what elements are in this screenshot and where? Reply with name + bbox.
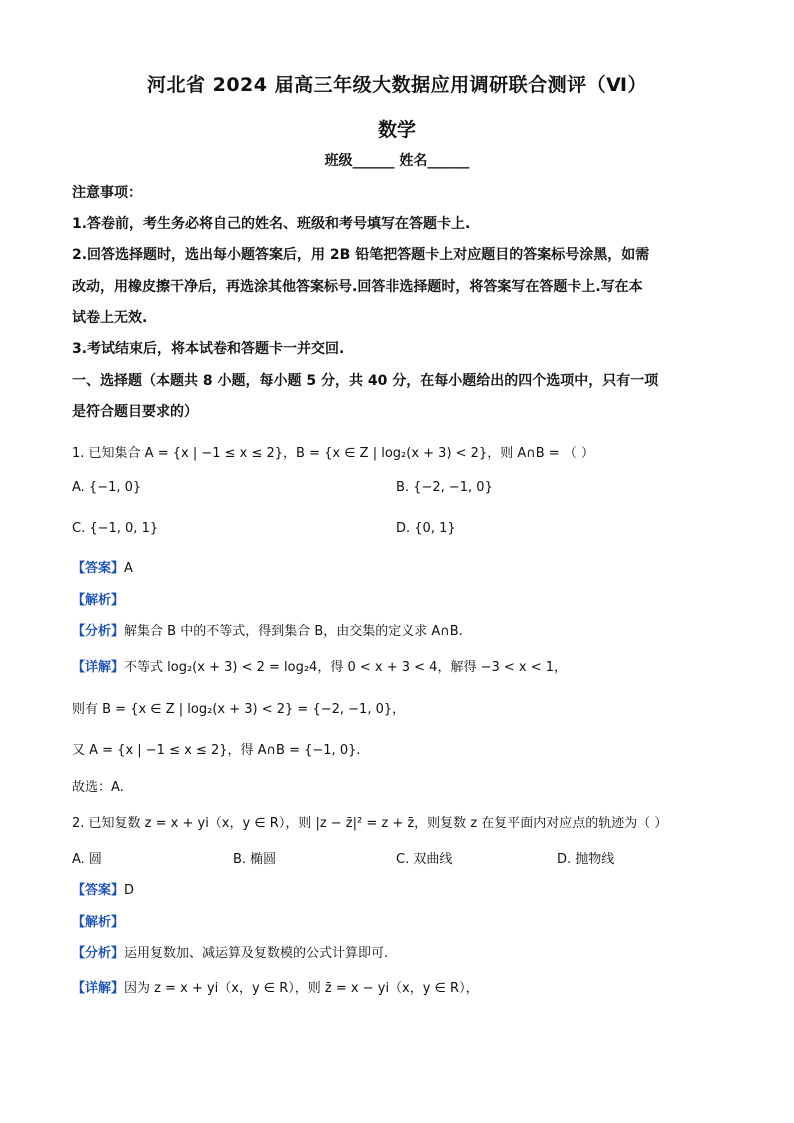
q1-xiangjie-tag: 【详解】 xyxy=(72,660,125,675)
section-heading-line-1: 一、选择题（本题共 8 小题，每小题 5 分，共 40 分，在每小题给出的四个选项中，只有一项 xyxy=(72,373,659,389)
q2-stem: 2. 已知复数 z = x + yi（x，y ∈ R），则 |z − z̄|² = z + z̄，则复数 z 在复平面内对应点的轨迹为（ ） xyxy=(72,816,668,831)
q1-fenxi-tag: 【分析】 xyxy=(72,624,125,639)
q2-fenxi-row xyxy=(72,942,388,961)
q2-option-d: D. 抛物线 xyxy=(557,852,615,867)
notes-item-2-line-1: 2.回答选择题时，选出每小题答案后，用 2B 铅笔把答题卡上对应题目的答案标号涂黑，如需 xyxy=(72,247,650,263)
q1-analysis-row xyxy=(72,589,124,608)
q1-choose: 故选：A. xyxy=(72,780,124,795)
page-title: 河北省 2024 届高三年级大数据应用调研联合测评（Ⅵ） xyxy=(147,74,647,96)
q1-xiangjie-row xyxy=(72,656,567,675)
q1-fenxi: 解集合 B 中的不等式，得到集合 B，由交集的定义求 A∩B. xyxy=(124,624,463,639)
notes-heading: 注意事项： xyxy=(72,185,142,201)
notes-item-1: 1.答卷前，考生务必将自己的姓名、班级和考号填写在答题卡上. xyxy=(72,216,471,232)
q1-xiangjie-line-3: 又 A = {x | −1 ≤ x ≤ 2}，得 A∩B = {−1, 0}. xyxy=(72,743,361,758)
q1-answer-row xyxy=(72,557,133,576)
q2-xiangjie-line-1: 因为 z = x + yi（x，y ∈ R），则 z̄ = x − yi（x，y ∈ R）， xyxy=(124,981,479,996)
q2-fenxi-tag: 【分析】 xyxy=(72,946,125,961)
notes-item-3: 3.考试结束后，将本试卷和答题卡一并交回. xyxy=(72,341,345,357)
q1-option-d: D. {0, 1} xyxy=(396,521,456,536)
q2-answer: D xyxy=(124,883,135,898)
q2-analysis-row xyxy=(72,911,124,930)
q2-fenxi: 运用复数加、减运算及复数模的公式计算即可. xyxy=(124,946,389,961)
subject-title: 数学 xyxy=(377,119,416,141)
q1-xiangjie-line-2: 则有 B = {x ∈ Z | log₂(x + 3) < 2} = {−2, −1, 0}， xyxy=(72,702,406,717)
q1-xiangjie-line-1: 不等式 log₂(x + 3) < 2 = log₂4，得 0 < x + 3 < 4，解得 −3 < x < 1， xyxy=(124,660,568,675)
q2-xiangjie-row xyxy=(72,977,479,996)
q1-option-c: C. {−1, 0, 1} xyxy=(72,521,159,536)
q1-analysis-tag: 【解析】 xyxy=(72,593,125,608)
q2-option-b: B. 椭圆 xyxy=(233,852,277,867)
q1-answer-tag: 【答案】 xyxy=(72,561,125,576)
q1-fenxi-row xyxy=(72,620,463,639)
section-heading-line-2: 是符合题目要求的） xyxy=(72,404,198,420)
notes-item-2-line-2: 改动，用橡皮擦干净后，再选涂其他答案标号.回答非选择题时，将答案写在答题卡上.写在本 xyxy=(72,279,643,295)
q2-option-c: C. 双曲线 xyxy=(396,852,453,867)
class-name-line: 班级______ 姓名______ xyxy=(324,153,470,169)
q2-xiangjie-tag: 【详解】 xyxy=(72,981,125,996)
notes-item-2-line-3: 试卷上无效. xyxy=(72,310,148,326)
q2-option-a: A. 圆 xyxy=(72,852,102,867)
q1-option-b: B. {−2, −1, 0} xyxy=(396,480,493,495)
q1-option-a: A. {−1, 0} xyxy=(72,480,142,495)
q2-answer-row xyxy=(72,879,134,898)
q1-answer: A xyxy=(124,561,133,576)
q2-answer-tag: 【答案】 xyxy=(72,883,125,898)
q2-analysis-tag: 【解析】 xyxy=(72,915,125,930)
q1-stem: 1. 已知集合 A = {x | −1 ≤ x ≤ 2}，B = {x ∈ Z | log₂(x + 3) < 2}，则 A∩B = （ ） xyxy=(72,446,594,461)
